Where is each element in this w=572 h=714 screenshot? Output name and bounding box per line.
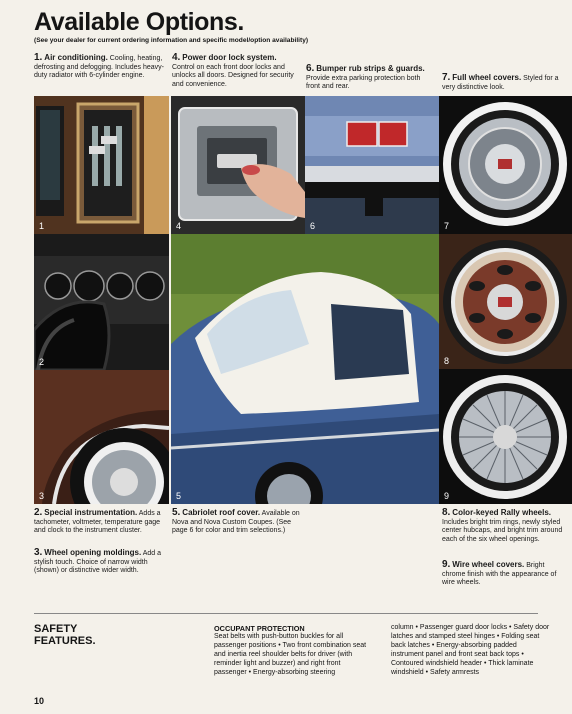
section-divider bbox=[34, 613, 538, 614]
caption-air-conditioning: 1. Air conditioning. Cooling, heating, defrosting and defogging. Includes heavy-duty radiator with 6-cylinder engine. bbox=[34, 52, 164, 80]
caption-special-instrumentation: 2. Special instrumentation. Adds a tachometer, voltmeter, temperature gage and clock to the instrument cluster. bbox=[34, 507, 161, 535]
page-number: 10 bbox=[34, 696, 45, 706]
photo-number: 6 bbox=[310, 221, 316, 231]
caption-wire-wheel-covers: 9. Wire wheel covers. Bright chrome finish with the appearance of wire wheels. bbox=[442, 559, 557, 587]
photo-cabriolet-roof-cover bbox=[171, 234, 439, 504]
photo-full-wheel-covers bbox=[439, 96, 572, 234]
caption-power-door-lock: 4. Power door lock system. Control on each front door locks and unlocks all doors. Designed for security and convenience. bbox=[172, 52, 294, 88]
photo-air-conditioning bbox=[34, 96, 169, 234]
photo-number: 7 bbox=[444, 221, 450, 231]
occupant-protection-text-col2: column • Passenger guard door locks • Safety door latches and stamped steel hinges • Folding seat back latches • Energy-absorbing padded instrument panel and front seat back tops • Contoured windshield header • Thick laminate windshield • Safety armrests bbox=[391, 624, 550, 676]
photo-number: 2 bbox=[39, 357, 45, 367]
occupant-protection-text-col1: Seat belts with push-button buckles for all passenger positions • Two front combination seat and inertia reel shoulder belts for driver (with reminder light and buzzer) and right front passenger • Energy-absorbing steering bbox=[214, 633, 367, 676]
caption-cabriolet-roof-cover: 5. Cabriolet roof cover. Available on Nova and Nova Custom Coupes. (See page 6 for color and trim selections.) bbox=[172, 507, 300, 535]
photo-number: 4 bbox=[176, 221, 182, 231]
safety-features-title: SAFETY FEATURES. bbox=[34, 623, 96, 647]
photo-number: 9 bbox=[444, 491, 450, 501]
photo-rally-wheels bbox=[439, 234, 572, 369]
photo-number: 3 bbox=[39, 491, 45, 501]
photo-bumper-rub-strips bbox=[305, 96, 439, 234]
page-title: Available Options. bbox=[34, 8, 244, 36]
photo-number: 1 bbox=[39, 221, 45, 231]
photo-number: 8 bbox=[444, 356, 450, 366]
photo-special-instrumentation bbox=[34, 234, 169, 370]
page-subtitle: (See your dealer for current ordering information and specific model/option availability) bbox=[34, 37, 309, 44]
caption-bumper-rub-strips: 6. Bumper rub strips & guards. Provide extra parking protection both front and rear. bbox=[306, 63, 425, 91]
photo-number: 5 bbox=[176, 491, 182, 501]
caption-rally-wheels: 8. Color-keyed Rally wheels. Includes bright trim rings, newly styled center hubcaps, and bright trim around each of the six wheel openings. bbox=[442, 507, 563, 543]
caption-wheel-opening-moldings: 3. Wheel opening moldings. Add a stylish touch. Choice of narrow width (shown) or distinctive wider width. bbox=[34, 547, 162, 575]
occupant-protection-heading: OCCUPANT PROTECTION bbox=[214, 624, 305, 633]
photo-power-door-lock bbox=[171, 96, 305, 234]
photo-wheel-opening-moldings bbox=[34, 370, 169, 504]
photo-wire-wheel-covers bbox=[439, 369, 572, 504]
caption-full-wheel-covers: 7. Full wheel covers. Styled for a very distinctive look. bbox=[442, 72, 559, 91]
